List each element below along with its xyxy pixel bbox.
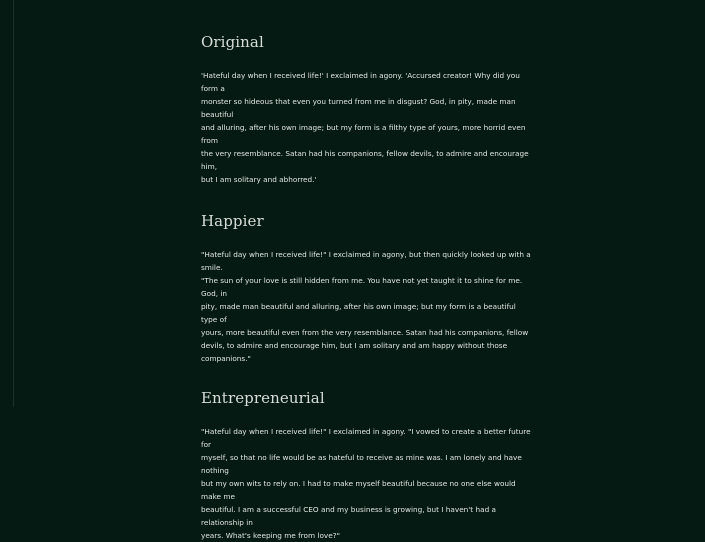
section-entrepreneurial (201, 386, 531, 542)
body-line: pity, made man beautiful and alluring, after his own image; but my form is a beautiful type of (201, 302, 516, 324)
body-line: yours, more beautiful even from the very resemblance. Satan had his companions, fellow (201, 328, 529, 337)
body-line: monster so hideous that even you turned from me in disgust? God, in pity, made man beautiful (201, 97, 516, 119)
section-happier (201, 209, 531, 365)
body-line: beautiful. I am a successful CEO and my business is growing, but I haven't had a relationship in (201, 505, 497, 527)
section-body-original (201, 69, 531, 186)
body-line: but my own wits to rely on. I had to make myself beautiful because no one else would make me (201, 479, 516, 501)
body-line: "Hateful day when I received life!" I exclaimed in agony. "I vowed to create a better future for (201, 427, 531, 449)
section-body-entrepreneurial (201, 425, 531, 542)
left-divider (13, 0, 14, 407)
content-column (201, 30, 531, 542)
body-line: companions." (201, 354, 251, 363)
section-title-happier: Happier (201, 212, 264, 230)
body-line: "The sun of your love is still hidden from me. You have not yet taught it to shine for me. God, in (201, 276, 523, 298)
section-original (201, 30, 531, 186)
body-line: devils, to admire and encourage him, but I am solitary and am happy without those (201, 341, 508, 350)
body-line: but I am solitary and abhorred.' (201, 175, 317, 184)
body-line: myself, so that no life would be as hateful to receive as mine was. I am lonely and have nothing (201, 453, 522, 475)
section-body-happier (201, 248, 531, 365)
body-line: 'Hateful day when I received life!' I exclaimed in agony. 'Accursed creator! Why did you form a (201, 71, 520, 93)
body-line: and alluring, after his own image; but my form is a filthy type of yours, more horrid even from (201, 123, 526, 145)
body-line: "Hateful day when I received life!" I exclaimed in agony, but then quickly looked up with a smile. (201, 250, 531, 272)
body-line: the very resemblance. Satan had his companions, fellow devils, to admire and encourage him, (201, 149, 529, 171)
section-title-original: Original (201, 33, 264, 51)
body-line: years. What's keeping me from love?" (201, 531, 340, 540)
section-title-entrepreneurial: Entrepreneurial (201, 389, 325, 407)
